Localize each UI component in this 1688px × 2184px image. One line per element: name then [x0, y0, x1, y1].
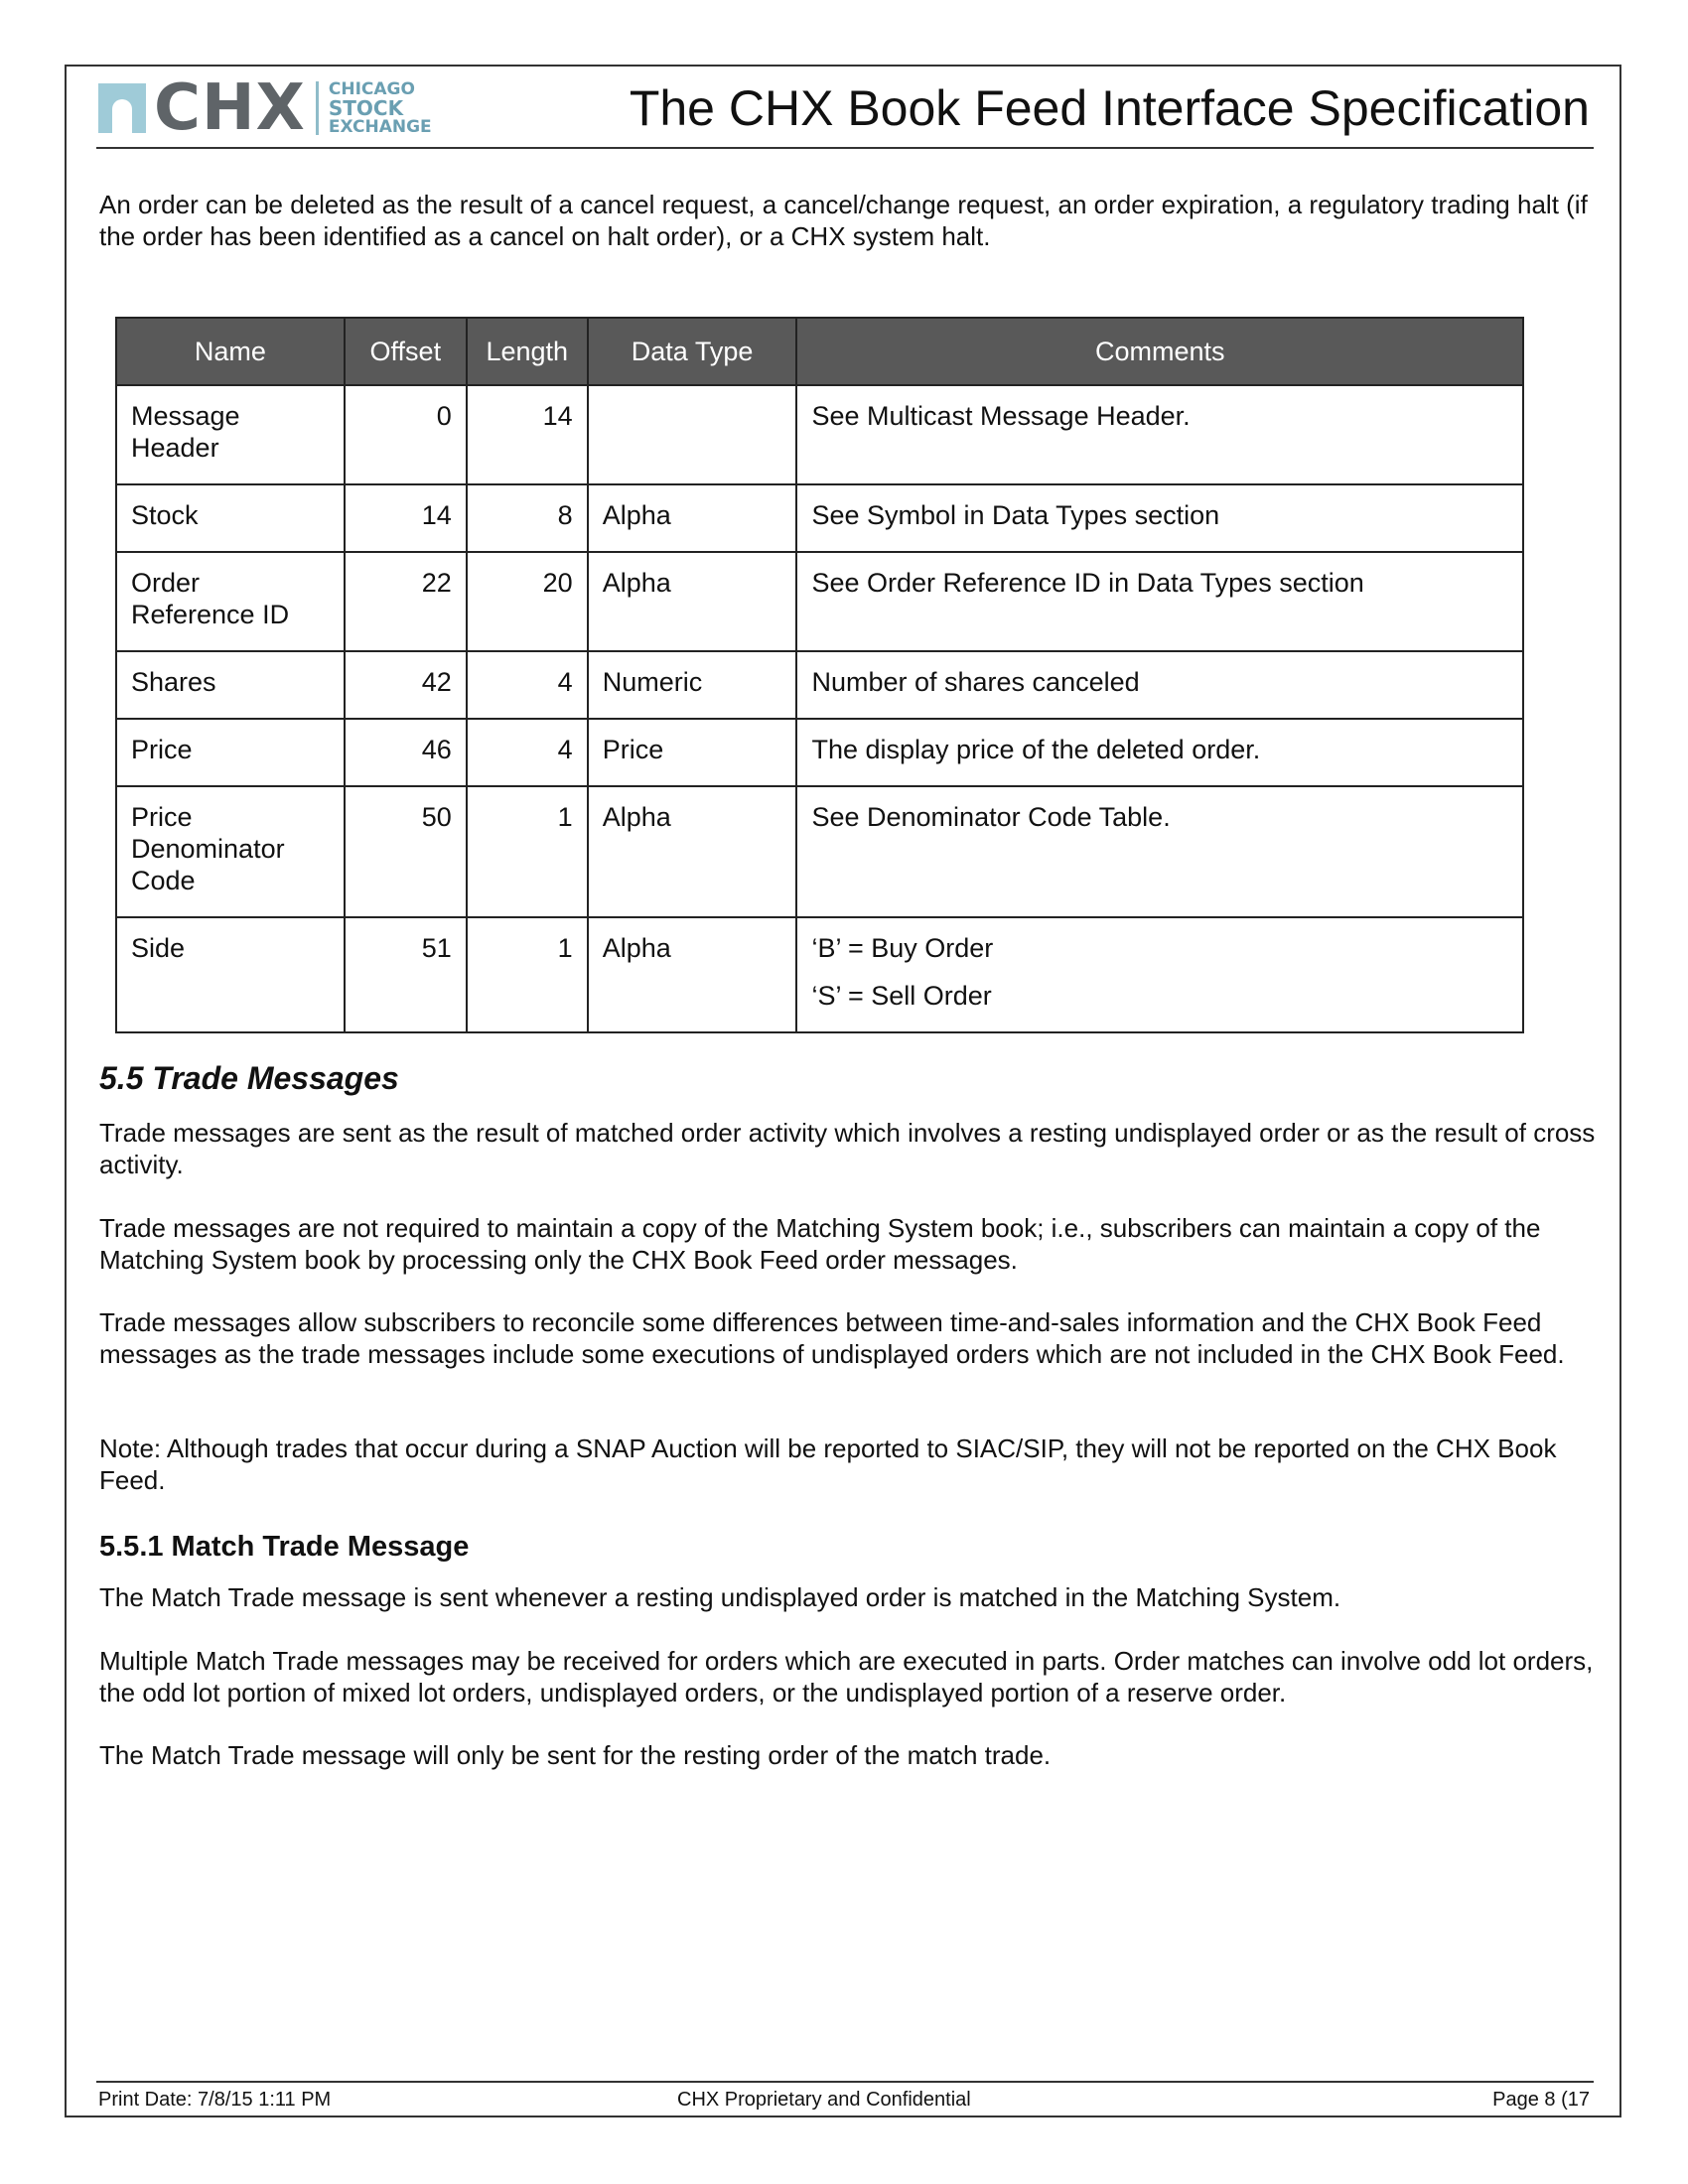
field-comments: The display price of the deleted order.	[796, 719, 1523, 786]
field-offset: 46	[345, 719, 467, 786]
subsection-paragraph: The Match Trade message is sent whenever a resting undisplayed order is matched in the Matching System.	[99, 1582, 1341, 1612]
field-offset: 50	[345, 786, 467, 917]
field-length: 14	[467, 385, 588, 484]
field-length: 1	[467, 917, 588, 1032]
field-offset: 0	[345, 385, 467, 484]
column-header: Data Type	[588, 318, 797, 385]
column-header: Comments	[796, 318, 1523, 385]
subsection-heading: 5.5.1 Match Trade Message	[99, 1531, 470, 1563]
arch-logo-icon	[98, 83, 146, 133]
field-comments: ‘B’ = Buy Order ‘S’ = Sell Order	[796, 917, 1523, 1032]
table-row	[116, 651, 1523, 719]
field-name: Stock	[116, 484, 345, 552]
subsection-paragraph: Multiple Match Trade messages may be received for orders which are executed in parts. Order matches can involve odd lot orders, the odd lot portion of mixed lot orders, undisplayed orders, or the undisplayed portion of a reserve order.	[99, 1646, 1594, 1707]
section-paragraph: Trade messages allow subscribers to reconcile some differences between time-and-sales information and the CHX Book Feed messages as the trade messages include some executions of undisplayed orders which are not included in the CHX Book Feed.	[99, 1307, 1565, 1369]
field-name: Shares	[116, 651, 345, 719]
section-paragraph: Trade messages are not required to maintain a copy of the Matching System book; i.e., subscribers can maintain a copy of the Matching System book by processing only the CHX Book Feed order messages.	[99, 1213, 1541, 1275]
field-comments: See Order Reference ID in Data Types section	[796, 552, 1523, 651]
column-header: Length	[467, 318, 588, 385]
table-header-row	[116, 318, 1523, 385]
logo-wordmark: CHX	[154, 71, 306, 145]
field-name: Price Denominator Code	[116, 786, 345, 917]
field-length: 1	[467, 786, 588, 917]
table-row	[116, 917, 1523, 1032]
field-data-type: Alpha	[588, 484, 797, 552]
field-length: 20	[467, 552, 588, 651]
print-date: Print Date: 7/8/15 1:11 PM	[98, 2089, 332, 2111]
field-comments: See Symbol in Data Types section	[796, 484, 1523, 552]
document-title: The CHX Book Feed Interface Specification	[629, 80, 1590, 136]
message-format-table	[115, 317, 1524, 1033]
column-header: Name	[116, 318, 345, 385]
table-row	[116, 719, 1523, 786]
field-length: 4	[467, 651, 588, 719]
field-offset: 14	[345, 484, 467, 552]
field-comments: Number of shares canceled	[796, 651, 1523, 719]
field-length: 8	[467, 484, 588, 552]
page-number: Page 8 (17	[1492, 2089, 1590, 2111]
chx-logo	[98, 71, 432, 145]
section-paragraph: Note: Although trades that occur during a SNAP Auction will be reported to SIAC/SIP, they will not be reported on the CHX Book Feed.	[99, 1433, 1557, 1495]
field-data-type: Alpha	[588, 917, 797, 1032]
page-header	[96, 71, 1594, 149]
field-data-type	[588, 385, 797, 484]
section-heading: 5.5 Trade Messages	[99, 1060, 399, 1096]
page-footer	[96, 2081, 1594, 2115]
table-row	[116, 552, 1523, 651]
field-comments: See Denominator Code Table.	[796, 786, 1523, 917]
field-name: Side	[116, 917, 345, 1032]
field-offset: 51	[345, 917, 467, 1032]
field-data-type: Price	[588, 719, 797, 786]
section-paragraph: Trade messages are sent as the result of matched order activity which involves a resting undisplayed order or as the result of cross activity.	[99, 1118, 1596, 1179]
field-offset: 42	[345, 651, 467, 719]
table-row	[116, 385, 1523, 484]
confidentiality-note: CHX Proprietary and Confidential	[677, 2089, 971, 2111]
intro-paragraph: An order can be deleted as the result of a cancel request, a cancel/change request, an order expiration, a regulatory trading halt (if the order has been identified as a cancel on halt order), or a CHX system halt.	[99, 190, 1588, 251]
field-offset: 22	[345, 552, 467, 651]
field-name: Message Header	[116, 385, 345, 484]
field-name: Price	[116, 719, 345, 786]
field-name: Order Reference ID	[116, 552, 345, 651]
field-data-type: Numeric	[588, 651, 797, 719]
table-row	[116, 786, 1523, 917]
logo-subtitle: CHICAGO STOCK EXCHANGE	[328, 79, 432, 137]
subsection-paragraph: The Match Trade message will only be sent for the resting order of the match trade.	[99, 1740, 1052, 1770]
field-comments: See Multicast Message Header.	[796, 385, 1523, 484]
table-row	[116, 484, 1523, 552]
field-data-type: Alpha	[588, 552, 797, 651]
field-length: 4	[467, 719, 588, 786]
column-header: Offset	[345, 318, 467, 385]
field-data-type: Alpha	[588, 786, 797, 917]
